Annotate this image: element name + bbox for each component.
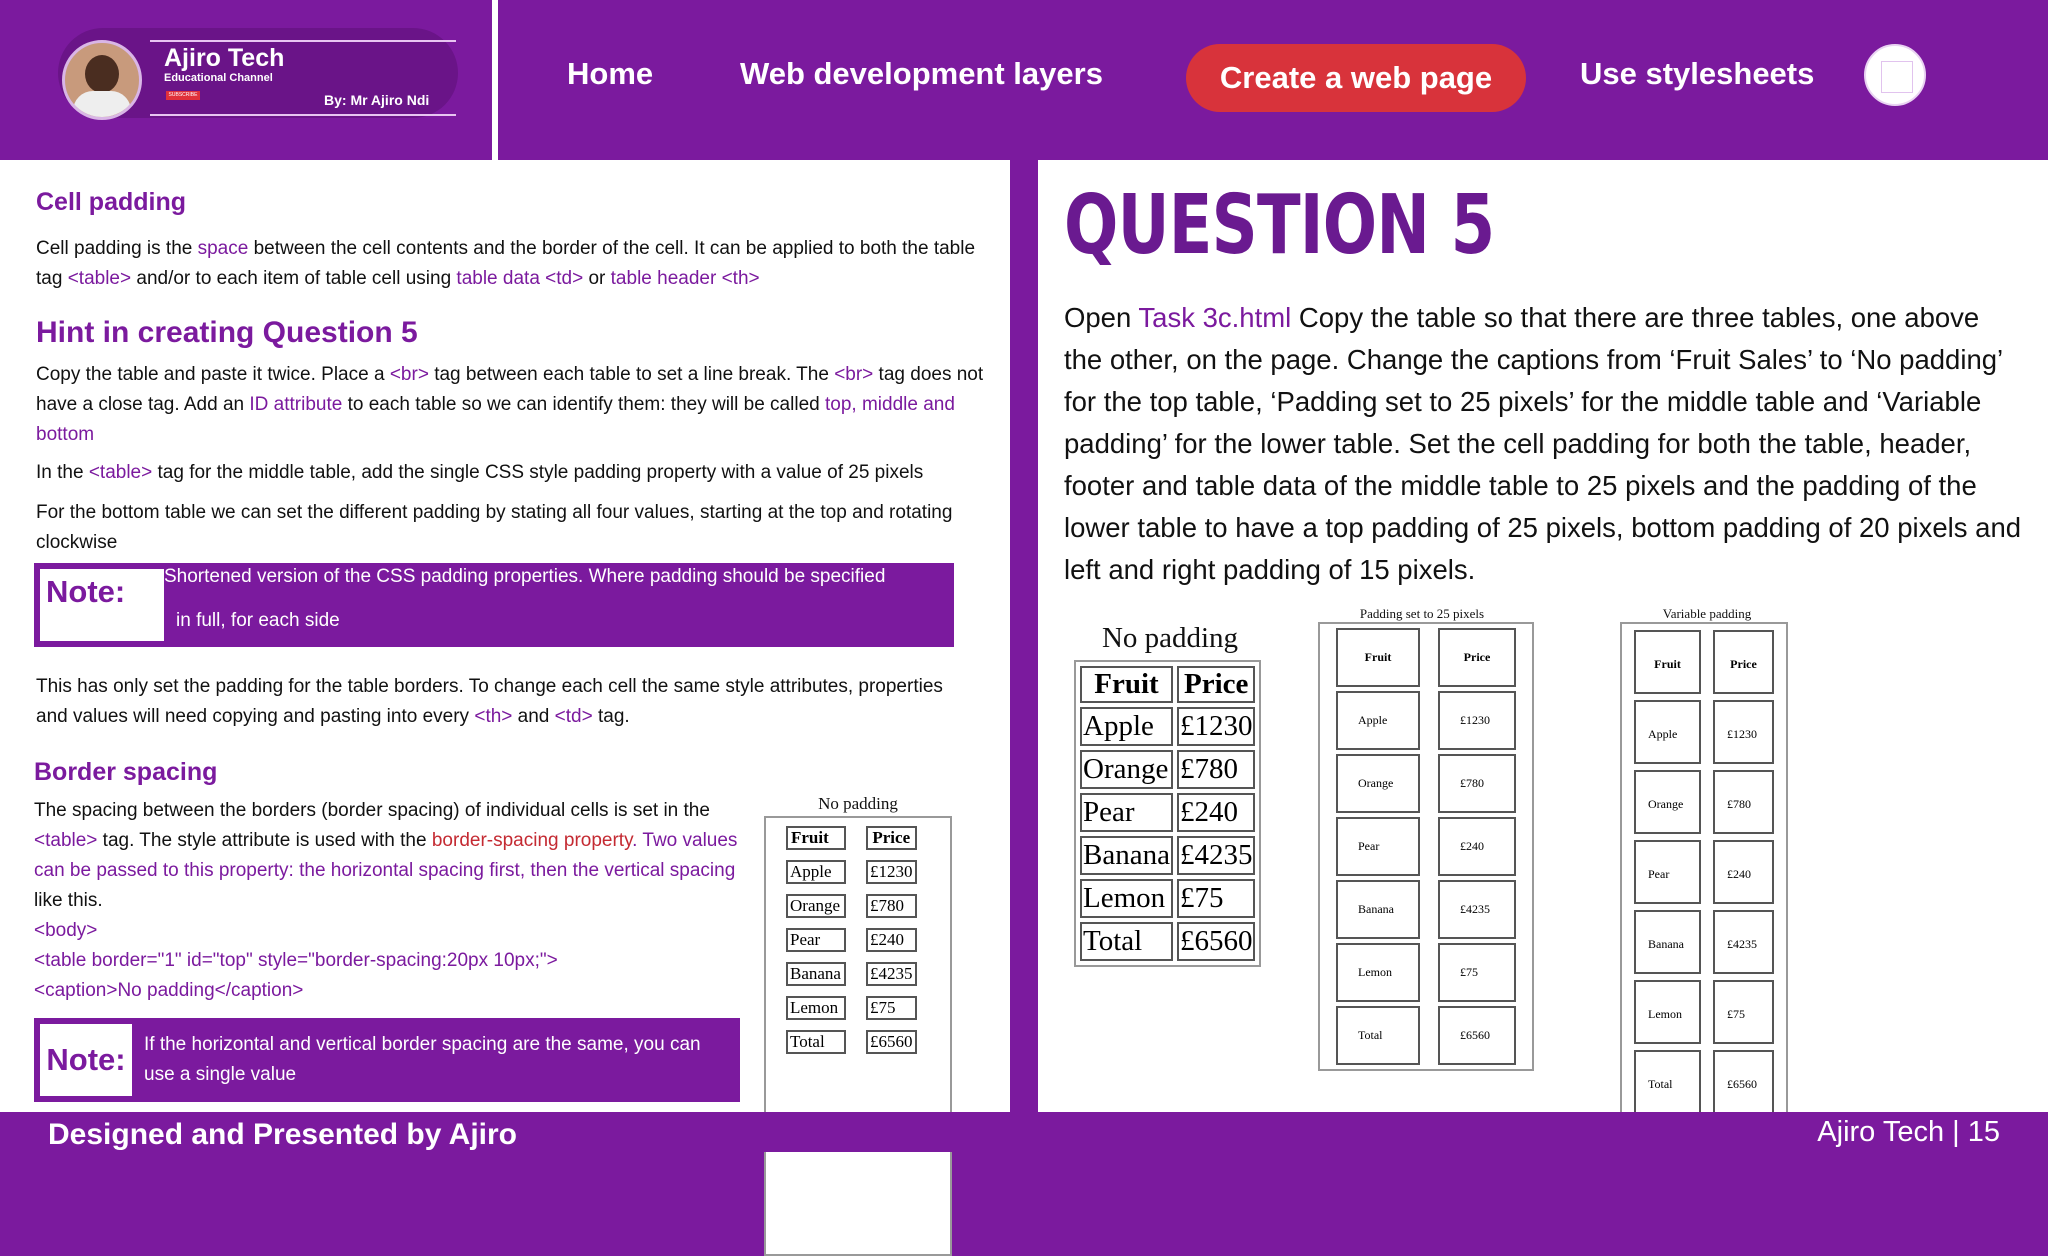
footer-credit: Designed and Presented by Ajiro	[48, 1118, 517, 1151]
hint-paragraph-1: Copy the table and paste it twice. Place a <br> tag between each table to set a line break. The <br> tag does not have a close tag. Add an ID attribute to each table so we can identify them: they will be called top, middle and bottom	[36, 364, 984, 445]
table-cell: Orange	[1080, 750, 1173, 789]
table-cell: £4235	[1713, 910, 1774, 974]
table-cell: £1230	[866, 860, 917, 884]
table-row	[1336, 691, 1516, 750]
table-cell: £780	[1177, 750, 1256, 789]
table-cell: Apple	[1336, 691, 1420, 750]
table-cell: Total	[1336, 1006, 1420, 1065]
table-cell: £75	[1713, 980, 1774, 1044]
padding-25-table-frame	[1318, 622, 1534, 1071]
table-cell: Pear	[1634, 840, 1701, 904]
table-caption-variable-padding: Variable padding	[1662, 606, 1752, 621]
border-spacing-heading: Border spacing	[34, 758, 218, 786]
table-cell: Total	[1080, 922, 1173, 961]
nav-web-development-layers[interactable]: Web development layers	[740, 56, 1103, 91]
table-header: Fruit	[1634, 630, 1701, 694]
table-cell: Total	[786, 1030, 846, 1054]
variable-padding-table-frame	[1620, 622, 1788, 1122]
small-fruit-table	[766, 816, 937, 1064]
table-cell: Pear	[1336, 817, 1420, 876]
left-panel	[0, 160, 1010, 1112]
code-line: <table border="1" id="top" style="border-spacing:20px 10px;">	[34, 950, 558, 971]
note-label-2: Note:	[40, 1024, 132, 1096]
cell-padding-heading: Cell padding	[36, 188, 186, 216]
logo-divider-line	[150, 114, 456, 116]
code-line: <body>	[34, 920, 98, 941]
table-row	[1080, 793, 1255, 832]
table-cell: Banana	[1336, 880, 1420, 939]
table-header: Price	[1713, 630, 1774, 694]
hint-heading: Hint in creating Question 5	[36, 316, 418, 349]
table-row	[786, 928, 917, 952]
table-header-row	[786, 826, 917, 850]
table-cell: £1230	[1713, 700, 1774, 764]
footer	[0, 1112, 2048, 1152]
table-cell: Apple	[1634, 700, 1701, 764]
table-cell: £6560	[866, 1030, 917, 1054]
no-padding-table-frame	[1074, 660, 1261, 967]
table-header-row	[1080, 666, 1255, 703]
table-cell: Banana	[1080, 836, 1173, 875]
nav-create-a-web-page[interactable]: Create a web page	[1186, 44, 1526, 112]
table-cell: Lemon	[1634, 980, 1701, 1044]
table-row	[1080, 922, 1255, 961]
table-header: Price	[1438, 628, 1516, 687]
table-cell: £75	[866, 996, 917, 1020]
table-cell: Pear	[786, 928, 846, 952]
table-row	[1634, 1050, 1774, 1114]
table-cell: £1230	[1177, 707, 1256, 746]
hint-paragraph-2: In the <table> tag for the middle table, add the single CSS style padding property with a value of 25 pixels	[36, 462, 924, 483]
small-table-frame	[764, 816, 952, 1256]
table-row	[1634, 700, 1774, 764]
table-row	[1080, 750, 1255, 789]
header-divider	[492, 0, 498, 160]
table-row	[1634, 840, 1774, 904]
table-caption-padding-25: Padding set to 25 pixels	[1359, 606, 1485, 621]
table-header-row	[1634, 630, 1774, 694]
no-padding-table	[1076, 662, 1259, 965]
table-cell: Orange	[1634, 770, 1701, 834]
table-header: Price	[1177, 666, 1256, 703]
avatar	[62, 40, 142, 120]
table-cell: £75	[1177, 879, 1256, 918]
nav-home[interactable]: Home	[567, 56, 654, 91]
table-row	[1336, 1006, 1516, 1065]
note-text-line-2: in full, for each side	[176, 610, 340, 631]
question-title: QUESTION 5	[1064, 178, 1495, 273]
table-cell: £4235	[1438, 880, 1516, 939]
table-cell: £4235	[866, 962, 917, 986]
table-row	[786, 962, 917, 986]
table-row	[786, 860, 917, 884]
table-row	[1634, 770, 1774, 834]
table-cell: £240	[866, 928, 917, 952]
table-cell: Lemon	[1080, 879, 1173, 918]
table-header: Price	[866, 826, 917, 850]
byline: By: Mr Ajiro Ndi	[324, 92, 430, 108]
table-cell: Lemon	[1336, 943, 1420, 1002]
question-body: Open Task 3c.html Copy the table so that there are three tables, one above the other, on the page. Change the captions from ‘Fruit Sales’ to ‘No padding’ for the top table, ‘Padding set to 25 pixels’ for the middle table and ‘Variable padding’ for the lower table. Set the cell padding for both the table, header, footer and table data of the middle table to 25 pixels and the padding of the lower table to have a top padding of 25 pixels, bottom padding of 20 pixels and left and right padding of 15 pixels.	[1064, 302, 2022, 585]
after-note-text: This has only set the padding for the table borders. To change each cell the same style attributes, properties and values will need copying and pasting into every <th> and <td> tag.	[36, 676, 943, 727]
table-cell: £4235	[1177, 836, 1256, 875]
table-row	[1336, 754, 1516, 813]
table-cell: £1230	[1438, 691, 1516, 750]
table-row	[786, 1030, 917, 1054]
small-table-caption: No padding	[818, 794, 898, 813]
table-header: Fruit	[1080, 666, 1173, 703]
table-cell: £6560	[1177, 922, 1256, 961]
table-cell: £75	[1438, 943, 1516, 1002]
variable-padding-table	[1622, 624, 1786, 1120]
table-cell: Pear	[1080, 793, 1173, 832]
table-row	[1080, 707, 1255, 746]
table-row	[1080, 879, 1255, 918]
table-cell: £780	[866, 894, 917, 918]
note-label: Note:	[40, 569, 164, 641]
table-cell: Apple	[786, 860, 846, 884]
table-header: Fruit	[786, 826, 846, 850]
table-cell: £240	[1438, 817, 1516, 876]
brand-name: Ajiro Tech	[164, 44, 285, 72]
table-cell: £780	[1713, 770, 1774, 834]
table-row	[1080, 836, 1255, 875]
table-cell: £6560	[1713, 1050, 1774, 1114]
table-row	[786, 894, 917, 918]
nav-use-stylesheets[interactable]: Use stylesheets	[1580, 56, 1815, 91]
channel-logo[interactable]	[0, 0, 492, 160]
table-cell: £780	[1438, 754, 1516, 813]
table-cell: Total	[1634, 1050, 1701, 1114]
home-icon[interactable]	[1864, 44, 1926, 106]
table-row	[1634, 980, 1774, 1044]
brand-subtitle: Educational Channel	[164, 72, 273, 84]
note-text-line-1: Shortened version of the CSS padding properties. Where padding should be specified	[164, 566, 886, 587]
subscribe-button[interactable]: SUBSCRIBE	[166, 91, 200, 100]
table-row	[1336, 817, 1516, 876]
hint-paragraph-3: For the bottom table we can set the different padding by stating all four values, starting at the top and rotating clockwise	[36, 502, 953, 553]
cell-padding-text: Cell padding is the space between the cell contents and the border of the cell. It can be applied to both the table tag <table> and/or to each item of table cell using table data <td> or table header <th>	[36, 238, 976, 289]
table-cell: Apple	[1080, 707, 1173, 746]
border-spacing-text: The spacing between the borders (border spacing) of individual cells is set in the <table> tag. The style attribute is used with the border-spacing property. Two values can be passed to this property: the horizontal spacing first, then the vertical spacing like this.	[34, 800, 738, 911]
table-caption-no-padding: No padding	[1101, 622, 1239, 654]
table-row	[786, 996, 917, 1020]
padding-25-table	[1318, 624, 1534, 1069]
page-number: Ajiro Tech | 15	[1817, 1116, 2000, 1148]
table-cell: Orange	[1336, 754, 1420, 813]
table-cell: Orange	[786, 894, 846, 918]
table-cell: Banana	[1634, 910, 1701, 974]
table-cell: Banana	[786, 962, 846, 986]
table-row	[1336, 943, 1516, 1002]
table-header: Fruit	[1336, 628, 1420, 687]
logo-divider-line	[150, 40, 456, 42]
table-cell: £6560	[1438, 1006, 1516, 1065]
table-cell: £240	[1713, 840, 1774, 904]
code-line: <caption>No padding</caption>	[34, 980, 304, 1001]
table-row	[1336, 880, 1516, 939]
table-cell: Lemon	[786, 996, 846, 1020]
note-text-2: If the horizontal and vertical border spacing are the same, you can use a single value	[144, 1034, 701, 1085]
table-header-row	[1336, 628, 1516, 687]
top-header	[0, 0, 2048, 160]
table-cell: £240	[1177, 793, 1256, 832]
table-row	[1634, 910, 1774, 974]
